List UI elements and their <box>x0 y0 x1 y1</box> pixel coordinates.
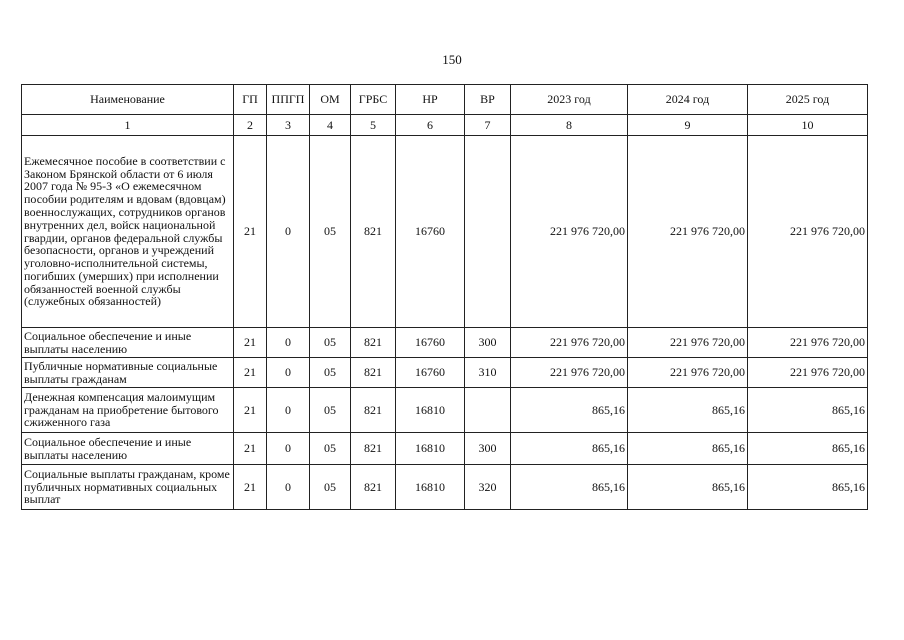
cell-gp: 21 <box>234 328 267 358</box>
cell-grbs: 821 <box>351 388 396 433</box>
header-row <box>22 85 868 115</box>
header-2024: 2024 год <box>628 85 748 115</box>
cell-2024: 865,16 <box>628 433 748 465</box>
row-name: Социальное обеспечение и иные выплаты населению <box>22 433 234 465</box>
header-vr: ВР <box>465 85 511 115</box>
column-number: 6 <box>396 115 465 136</box>
cell-2025: 221 976 720,00 <box>748 328 868 358</box>
cell-2024: 865,16 <box>628 388 748 433</box>
row-name: Денежная компенсация малоимущим гражданам на приобретение бытового сжиженного газа <box>22 388 234 433</box>
cell-2025: 865,16 <box>748 388 868 433</box>
cell-ppgp: 0 <box>267 136 310 328</box>
cell-om: 05 <box>310 358 351 388</box>
column-number: 4 <box>310 115 351 136</box>
page-number: 150 <box>442 52 462 67</box>
cell-vr: 320 <box>465 465 511 510</box>
cell-nr: 16810 <box>396 433 465 465</box>
column-number: 9 <box>628 115 748 136</box>
cell-nr: 16760 <box>396 328 465 358</box>
header-2023: 2023 год <box>511 85 628 115</box>
cell-om: 05 <box>310 465 351 510</box>
cell-vr: 310 <box>465 358 511 388</box>
table-row <box>22 358 868 388</box>
cell-grbs: 821 <box>351 465 396 510</box>
cell-ppgp: 0 <box>267 358 310 388</box>
cell-2024: 221 976 720,00 <box>628 358 748 388</box>
cell-2024: 221 976 720,00 <box>628 136 748 328</box>
cell-nr: 16810 <box>396 388 465 433</box>
cell-2025: 865,16 <box>748 433 868 465</box>
table-row <box>22 136 868 328</box>
row-name: Социальные выплаты гражданам, кроме публичных нормативных социальных выплат <box>22 465 234 510</box>
header-nr: НР <box>396 85 465 115</box>
header-2025: 2025 год <box>748 85 868 115</box>
cell-om: 05 <box>310 433 351 465</box>
cell-2023: 865,16 <box>511 465 628 510</box>
cell-grbs: 821 <box>351 433 396 465</box>
column-number: 7 <box>465 115 511 136</box>
table-row <box>22 388 868 433</box>
cell-gp: 21 <box>234 465 267 510</box>
budget-table <box>21 84 868 510</box>
cell-vr: 300 <box>465 328 511 358</box>
cell-vr: 300 <box>465 433 511 465</box>
cell-ppgp: 0 <box>267 465 310 510</box>
cell-2023: 221 976 720,00 <box>511 136 628 328</box>
cell-ppgp: 0 <box>267 388 310 433</box>
cell-2024: 221 976 720,00 <box>628 328 748 358</box>
cell-nr: 16760 <box>396 358 465 388</box>
cell-om: 05 <box>310 388 351 433</box>
table-row <box>22 465 868 510</box>
column-number: 8 <box>511 115 628 136</box>
cell-om: 05 <box>310 328 351 358</box>
cell-gp: 21 <box>234 388 267 433</box>
cell-vr <box>465 136 511 328</box>
column-number: 5 <box>351 115 396 136</box>
header-name: Наименование <box>22 85 234 115</box>
cell-ppgp: 0 <box>267 433 310 465</box>
cell-vr <box>465 388 511 433</box>
cell-nr: 16810 <box>396 465 465 510</box>
column-number: 10 <box>748 115 868 136</box>
column-number: 1 <box>22 115 234 136</box>
cell-2024: 865,16 <box>628 465 748 510</box>
cell-2023: 865,16 <box>511 388 628 433</box>
table-row <box>22 328 868 358</box>
cell-nr: 16760 <box>396 136 465 328</box>
cell-gp: 21 <box>234 433 267 465</box>
column-number-row <box>22 115 868 136</box>
cell-grbs: 821 <box>351 358 396 388</box>
cell-2025: 865,16 <box>748 465 868 510</box>
row-name: Публичные нормативные социальные выплаты гражданам <box>22 358 234 388</box>
cell-grbs: 821 <box>351 328 396 358</box>
cell-2023: 865,16 <box>511 433 628 465</box>
row-name: Социальное обеспечение и иные выплаты населению <box>22 328 234 358</box>
header-gp: ГП <box>234 85 267 115</box>
header-grbs: ГРБС <box>351 85 396 115</box>
cell-grbs: 821 <box>351 136 396 328</box>
column-number: 2 <box>234 115 267 136</box>
cell-gp: 21 <box>234 136 267 328</box>
cell-om: 05 <box>310 136 351 328</box>
row-name: Ежемесячное пособие в соответствии с Законом Брянской области от 6 июля 2007 года № 95-З «О ежемесячном пособии родителям и вдовам (вдовцам) военнослужащих, сотрудников органов внутренних дел, войск национальной гвардии, органов федеральной службы безопасности, органов и учреждений уголовно-исполнительной системы, погибших (умерших) при исполнении обязанностей военной службы (служебных обязанностей) <box>22 136 234 328</box>
cell-2023: 221 976 720,00 <box>511 358 628 388</box>
cell-2025: 221 976 720,00 <box>748 358 868 388</box>
column-number: 3 <box>267 115 310 136</box>
table-row <box>22 433 868 465</box>
cell-gp: 21 <box>234 358 267 388</box>
cell-ppgp: 0 <box>267 328 310 358</box>
cell-2025: 221 976 720,00 <box>748 136 868 328</box>
header-om: ОМ <box>310 85 351 115</box>
cell-2023: 221 976 720,00 <box>511 328 628 358</box>
header-ppgp: ППГП <box>267 85 310 115</box>
